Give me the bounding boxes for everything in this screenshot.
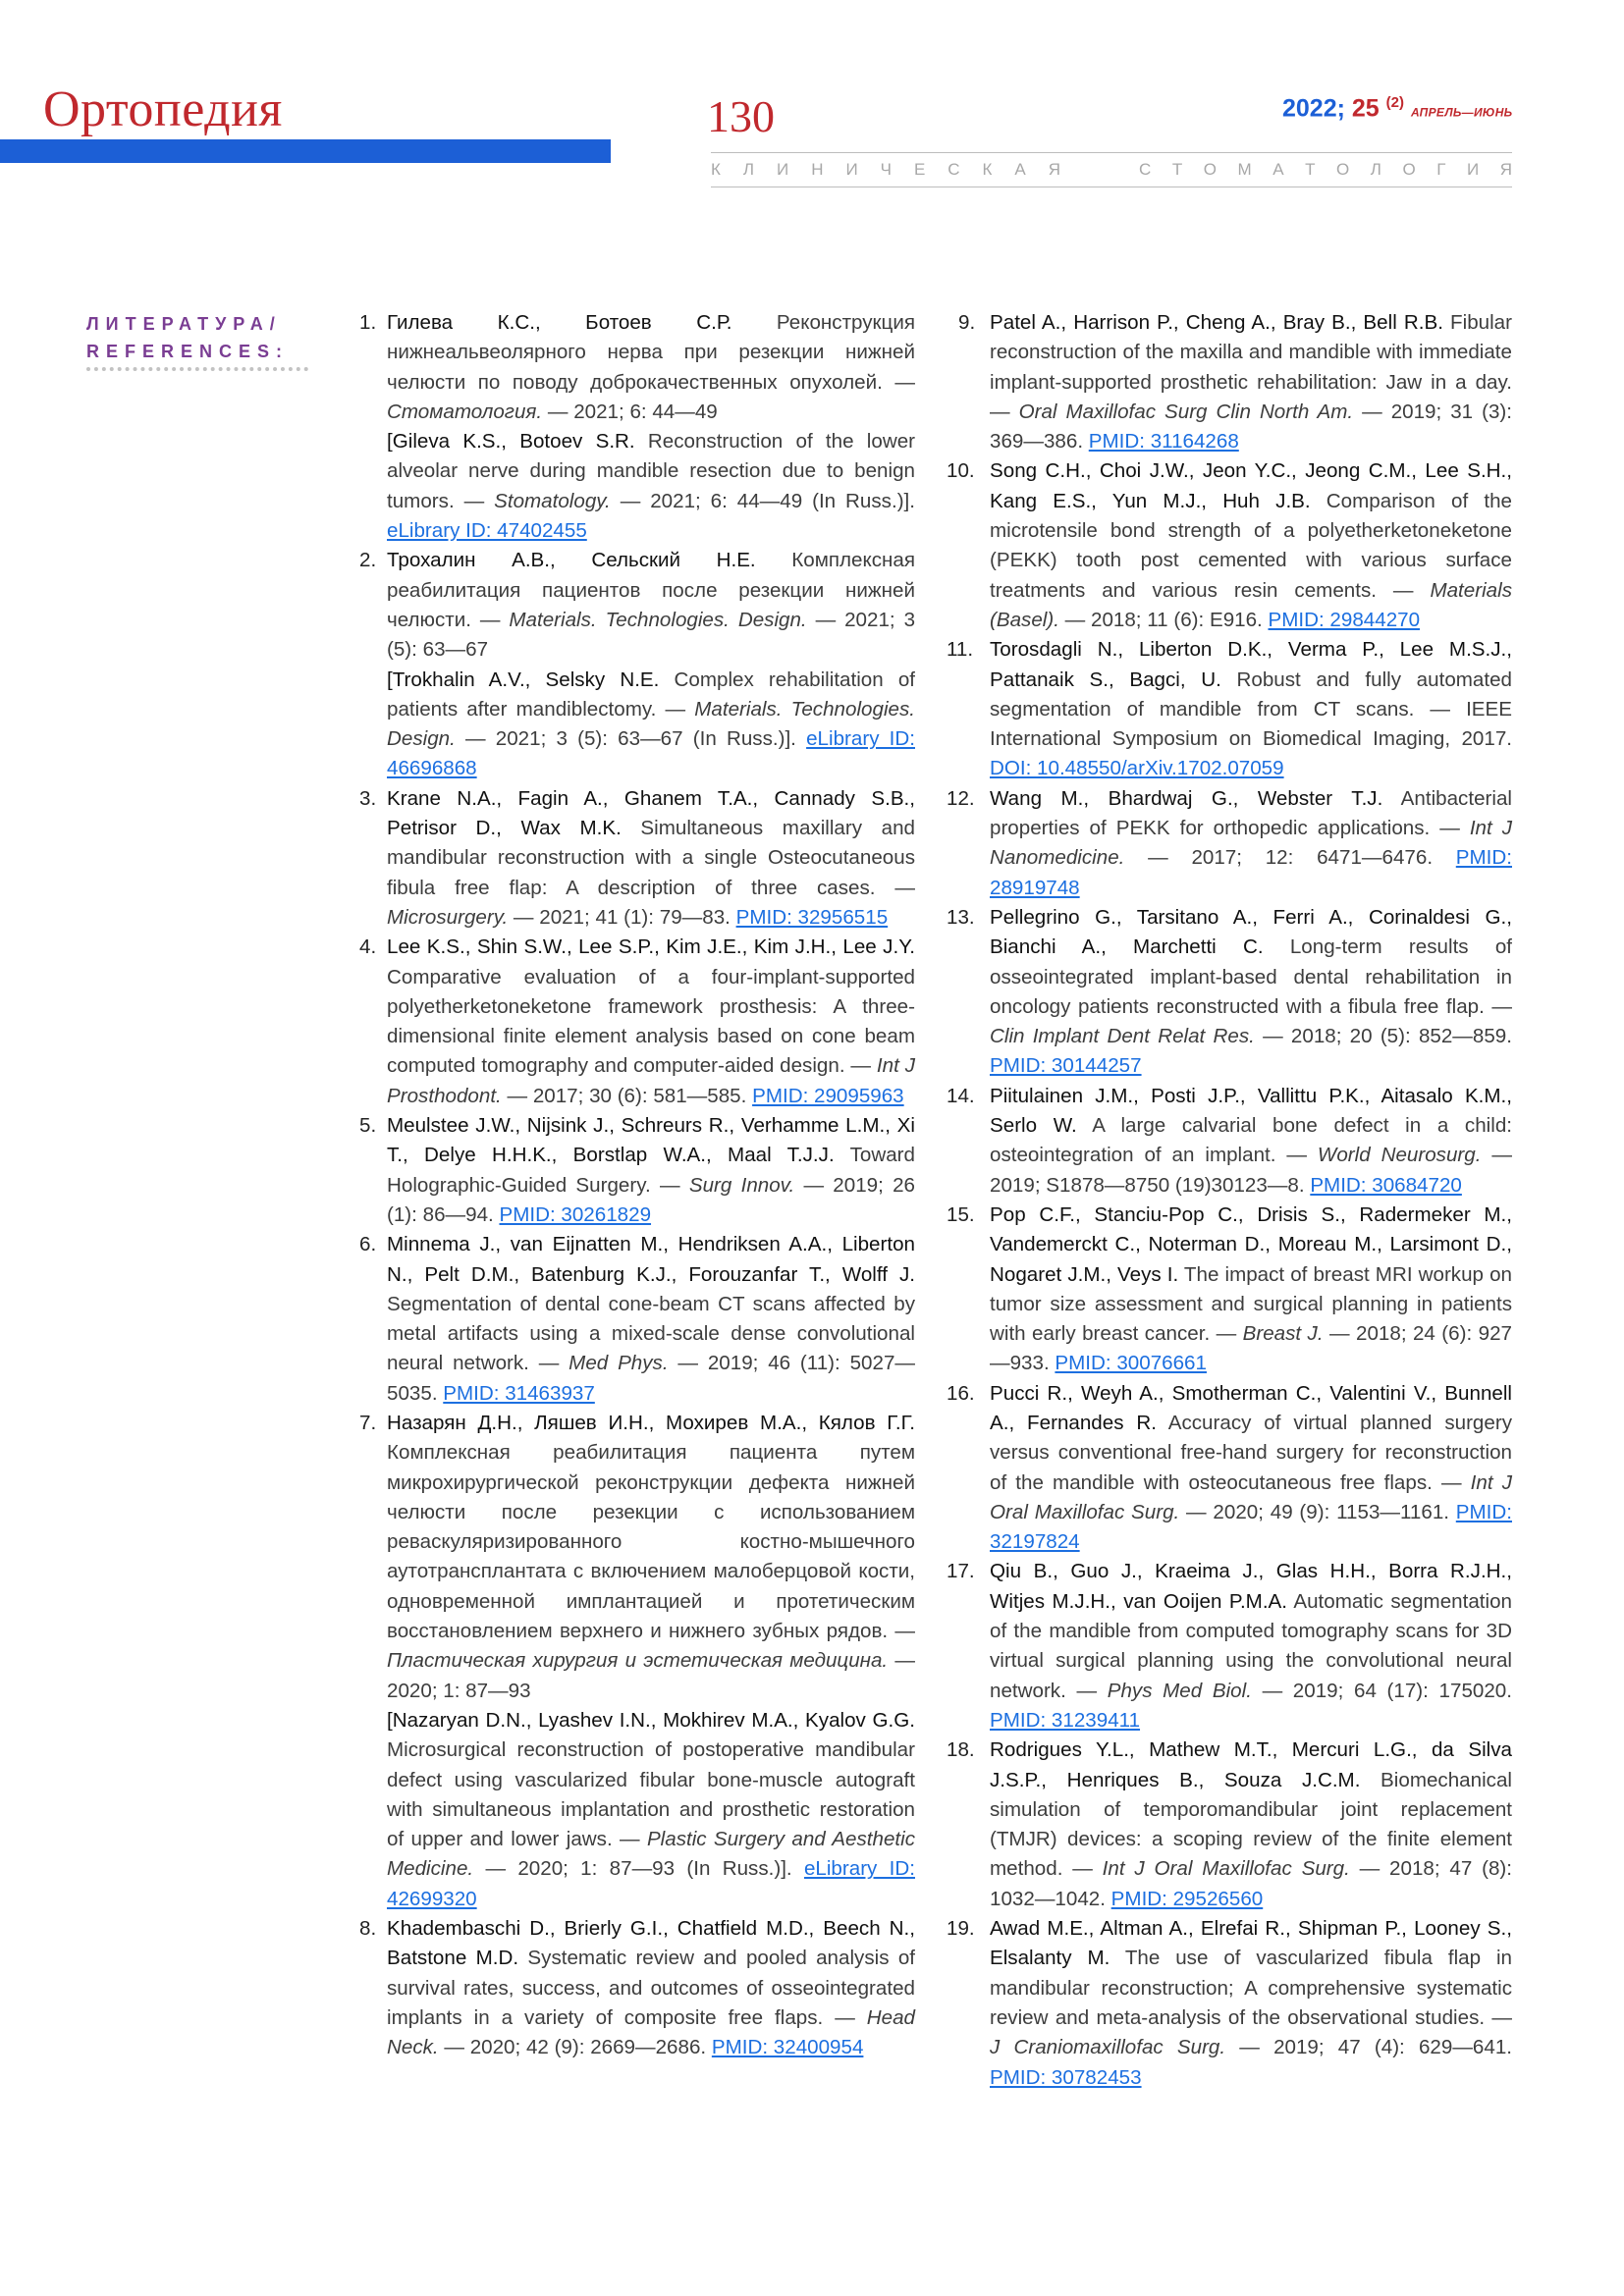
reference-source: Clin Implant Dent Relat Res. xyxy=(990,1025,1255,1048)
reference-details: — 2019; S1878—8750 (19)30123—8. xyxy=(990,1144,1512,1197)
reference-authors: Awad M.E., Altman A., Elrefai R., Shipman P., Looney S., Elsalanty M. xyxy=(990,1917,1512,1970)
reference-number: 3. xyxy=(359,786,377,810)
reference-link[interactable]: eLibrary ID: 46696868 xyxy=(387,727,915,780)
reference-authors: Piitulainen J.M., Posti J.P., Vallittu P.K., Aitasalo K.M., Serlo W. xyxy=(990,1084,1512,1138)
reference-source: Surg Innov. xyxy=(688,1173,795,1197)
reference-number: 2. xyxy=(359,549,377,572)
reference-source: Breast J. xyxy=(1242,1322,1324,1346)
reference-details: — 2017; 12: 6471—6476. xyxy=(1124,846,1456,870)
reference-link[interactable]: PMID: 30261829 xyxy=(499,1202,652,1226)
reference-item xyxy=(947,1914,1512,2093)
reference-link[interactable]: PMID: 31463937 xyxy=(443,1381,595,1405)
reference-item xyxy=(359,933,915,1111)
reference-text xyxy=(387,935,915,1106)
section-title: Ортопедия xyxy=(43,81,283,137)
reference-source: Stomatology. xyxy=(494,489,611,512)
reference-source: J Craniomaxillofac Surg. xyxy=(990,2036,1226,2059)
reference-authors: Torosdagli N., Liberton D.K., Verma P., Lee M.S.J., Pattanaik S., Bagci, U. xyxy=(990,638,1512,691)
reference-translation xyxy=(387,427,915,546)
reference-number: 12. xyxy=(947,786,975,810)
reference-details: — 2017; 30 (6): 581—585. xyxy=(501,1084,753,1107)
reference-link[interactable]: PMID: 31239411 xyxy=(990,1708,1141,1732)
reference-number: 7. xyxy=(359,1411,377,1434)
reference-title: Fibular reconstruction of the maxilla and mandible with immediate implant-supported prosthetic rehabilitation: Jaw in a day. — xyxy=(990,311,1512,423)
reference-text xyxy=(990,1203,1512,1374)
reference-authors: Meulstee J.W., Nijsink J., Schreurs R., Verhamme L.M., Xi T., Delye H.H.K., Borstlap W.A., Maal T.J.J. xyxy=(387,1114,915,1167)
reference-authors: [Trokhalin A.V., Selsky N.E. xyxy=(387,667,660,691)
reference-authors: Назарян Д.Н., Ляшев И.Н., Мохирев М.А., Кялов Г.Г. xyxy=(387,1411,915,1434)
reference-title: Complex rehabilitation of patients after mandiblectomy. — xyxy=(387,667,916,721)
issue-year: 2022; xyxy=(1282,94,1345,123)
issue-months: АПРЕЛЬ—ИЮНЬ xyxy=(1410,105,1513,120)
reference-details: — 2020; 42 (9): 2669—2686. xyxy=(438,2036,712,2059)
reference-details: — 2020; 1: 87—93 xyxy=(387,1649,915,1702)
reference-link[interactable]: PMID: 30782453 xyxy=(990,2065,1142,2089)
reference-authors: Krane N.A., Fagin A., Ghanem T.A., Cannady S.B., Petrisor D., Wax M.K. xyxy=(387,786,915,840)
journal-name-part2: С Т О М А Т О Л О Г И Я xyxy=(1139,160,1512,179)
reference-item xyxy=(947,903,1512,1082)
reference-item xyxy=(947,1557,1512,1735)
reference-title: Long-term results of osseointegrated implant-based dental rehabilitation in oncology patients reconstructed with a fibula free flap. — xyxy=(990,935,1512,1018)
reference-list-right xyxy=(947,308,1513,2093)
reference-details: — 2019; 64 (17): 175020. xyxy=(1251,1679,1512,1702)
reference-title: Реконструкция нижнеальвеолярного нерва при резекции нижней челюсти по поводу доброкачественных опухолей. — xyxy=(387,311,915,394)
reference-title: Комплексная реабилитация пациентов после резекции нижней челюсти. — xyxy=(387,549,915,631)
reference-details: — 2019; 31 (3): 369—386. xyxy=(990,400,1512,454)
reference-link[interactable]: PMID: 29844270 xyxy=(1268,608,1421,631)
reference-link[interactable]: PMID: 28919748 xyxy=(990,846,1512,899)
reference-details: — 2021; 6: 44—49 xyxy=(542,400,718,423)
reference-text xyxy=(990,1917,1512,2088)
reference-source: Стоматология. xyxy=(387,400,543,423)
reference-item xyxy=(359,1914,915,2062)
reference-link[interactable]: PMID: 29095963 xyxy=(752,1084,904,1107)
reference-authors: Pellegrino G., Tarsitano A., Ferri A., Corinaldesi G., Bianchi A., Marchetti C. xyxy=(990,905,1512,959)
reference-text xyxy=(387,311,915,423)
reference-text xyxy=(990,1382,1512,1553)
reference-title: Robust and fully automated segmentation of mandible from CT scans. — IEEE International Symposium on Biomedical Imaging, 2017. xyxy=(990,667,1513,751)
reference-title: Toward Holographic-Guided Surgery. — xyxy=(387,1144,915,1197)
reference-source: Materials. Technologies. Design. xyxy=(509,608,807,631)
reference-item xyxy=(952,308,1512,456)
reference-authors: Song C.H., Choi J.W., Jeon Y.C., Jeong C.M., Lee S.H., Kang E.S., Yun M.J., Huh J.B. xyxy=(990,459,1512,512)
reference-authors: Rodrigues Y.L., Mathew M.T., Mercuri L.G., da Silva J.S.P., Henriques B., Souza J.C.M. xyxy=(990,1738,1512,1791)
reference-source: Int J Oral Maxillofac Surg. xyxy=(990,1470,1512,1523)
reference-item xyxy=(947,1082,1512,1201)
reference-source: Materials (Basel). xyxy=(990,578,1512,631)
reference-details: — 2020; 49 (9): 1153—1161. xyxy=(1179,1500,1456,1523)
reference-authors: [Nazaryan D.N., Lyashev I.N., Mokhirev M.A., Kyalov G.G. xyxy=(387,1708,915,1732)
reference-link[interactable]: PMID: 30076661 xyxy=(1055,1352,1207,1375)
reference-authors: Qiu B., Guo J., Kraeima J., Glas H.H., Borra R.J.H., Witjes M.J.H., van Ooijen P.M.A. xyxy=(990,1560,1512,1613)
reference-title: Simultaneous maxillary and mandibular reconstruction with a single Osteocutaneous fibula free flap: A description of three cases. — xyxy=(387,817,915,899)
reference-title: Antibacterial properties of PEKK for orthopedic applications. — xyxy=(990,786,1512,840)
reference-authors: Khadembaschi D., Brierly G.I., Chatfield M.D., Beech N., Batstone M.D. xyxy=(387,1917,915,1970)
reference-number: 1. xyxy=(359,311,377,334)
reference-details: — 2020; 1: 87—93 (In Russ.)]. xyxy=(473,1857,804,1881)
reference-number: 18. xyxy=(947,1738,975,1762)
reference-title: Automatic segmentation of the mandible from computed tomography scans for 3D virtual surgical planning using the convolutional neural network. — xyxy=(990,1589,1512,1702)
header-rule-top xyxy=(711,152,1512,153)
references-column-left xyxy=(359,308,915,2063)
reference-details: — 2018; 47 (8): 1032—1042. xyxy=(990,1857,1513,1910)
reference-link[interactable]: PMID: 31164268 xyxy=(1088,430,1239,454)
reference-title: Comparative evaluation of a four-implant-supported polyetherketoneketone framework prosthesis: A three-dimensional finite element analysis based on cone beam computed tomography and computer-aided design. — xyxy=(387,965,915,1078)
reference-link[interactable]: PMID: 30144257 xyxy=(990,1054,1142,1078)
reference-authors: Minnema J., van Eijnatten M., Hendriksen A.A., Liberton N., Pelt D.M., Batenburg K.J., Forouzanfar T., Wolff J. xyxy=(387,1233,915,1286)
reference-title: Segmentation of dental cone-beam CT scans affected by metal artifacts using a mixed-scale dense convolutional neural network. — xyxy=(387,1292,915,1375)
reference-source: World Neurosurg. xyxy=(1317,1144,1482,1167)
reference-details: — 2018; 24 (6): 927—933. xyxy=(990,1322,1512,1375)
reference-title: Systematic review and pooled analysis of survival rates, success, and outcomes of osseointegrated implants in a variety of composite free flaps. — xyxy=(387,1947,916,2029)
reference-item xyxy=(947,635,1513,783)
reference-text xyxy=(387,549,915,661)
reference-number: 5. xyxy=(359,1114,377,1138)
reference-link[interactable]: PMID: 32197824 xyxy=(990,1500,1512,1554)
references-heading-dots xyxy=(86,367,308,375)
reference-source: Plastic Surgery and Aesthetic Medicine. xyxy=(387,1828,916,1881)
reference-text xyxy=(990,1560,1512,1731)
reference-number: 6. xyxy=(359,1233,377,1256)
reference-source: Microsurgery. xyxy=(387,905,509,929)
reference-source: Med Phys. xyxy=(568,1352,669,1375)
reference-number: 11. xyxy=(947,638,974,662)
reference-title: Comparison of the microtensile bond strength of a polyetherketoneketone (PEKK) tooth post cemented with various surface treatments and various resin cements. — xyxy=(990,489,1512,602)
reference-text xyxy=(990,638,1512,779)
reference-source: Int J Nanomedicine. xyxy=(990,817,1512,870)
reference-title: The use of vascularized fibula flap in mandibular reconstruction; A comprehensive systematic review and meta-analysis of the observational studies. — xyxy=(990,1947,1512,2029)
references-heading-en: REFERENCES: xyxy=(86,342,290,361)
journal-name xyxy=(711,160,1512,180)
reference-source: Int J Oral Maxillofac Surg. xyxy=(1102,1857,1350,1881)
reference-source: Oral Maxillofac Surg Clin North Am. xyxy=(1018,400,1354,423)
reference-authors: Wang M., Bhardwaj G., Webster T.J. xyxy=(990,786,1383,810)
reference-link[interactable]: PMID: 29526560 xyxy=(1110,1887,1264,1910)
reference-details: — 2019; 47 (4): 629—641. xyxy=(1225,2036,1512,2059)
reference-number: 8. xyxy=(359,1917,377,1941)
reference-number: 4. xyxy=(359,935,377,959)
reference-details: — 2021; 6: 44—49 (In Russ.)]. xyxy=(610,489,916,512)
reference-link[interactable]: eLibrary ID: 42699320 xyxy=(387,1857,915,1910)
reference-title: A large calvarial bone defect in a child: osteointegration of an implant. — xyxy=(990,1114,1512,1167)
reference-item xyxy=(947,1379,1512,1558)
reference-title: The impact of breast MRI workup on tumor size assessment and surgical planning in patients with early breast cancer. — xyxy=(990,1262,1512,1346)
reference-authors: Pucci R., Weyh A., Smotherman C., Valentini V., Bunnell A., Fernandes R. xyxy=(990,1381,1512,1434)
reference-item xyxy=(947,1201,1512,1379)
reference-text xyxy=(990,311,1512,453)
reference-source: Пластическая хирургия и эстетическая медицина. xyxy=(387,1649,889,1673)
reference-number: 9. xyxy=(958,311,976,334)
reference-item xyxy=(359,1230,915,1409)
reference-text xyxy=(387,1114,915,1226)
reference-authors: [Gileva K.S., Botoev S.R. xyxy=(387,430,635,454)
page-number: 130 xyxy=(707,91,775,141)
reference-translation xyxy=(387,666,915,784)
reference-details: — 2019; 26 (1): 86—94. xyxy=(387,1173,916,1226)
reference-text xyxy=(387,787,915,929)
reference-text xyxy=(387,1412,915,1702)
reference-number: 10. xyxy=(947,459,975,483)
reference-title: Microsurgical reconstruction of postoperative mandibular defect using vascularized fibular bone-muscle autograft with simultaneous implantation and prosthetic restoration of upper and lower jaws. — xyxy=(387,1738,915,1851)
reference-title: Accuracy of virtual planned surgery versus conventional free-hand surgery for reconstruction of the mandible with osteocutaneous free flaps. — xyxy=(990,1411,1512,1494)
reference-title: Biomechanical simulation of temporomandibular joint replacement (TMJR) devices: a scoping review of the finite element method. — xyxy=(990,1768,1512,1881)
reference-title: Комплексная реабилитация пациента путем микрохирургической реконструкции дефекта нижней челюсти после резекции с использованием реваскуляризированного костно-мышечного аутотрансплантата с включением малоберцовой кости, одновременной имплантацией и протетическим восстановлением верхнего и нижнего зубных рядов. — xyxy=(387,1441,915,1643)
reference-details: — 2021; 3 (5): 63—67 xyxy=(387,608,916,662)
reference-number: 15. xyxy=(947,1202,975,1226)
issue-info xyxy=(1282,94,1512,123)
journal-name-part1: К Л И Н И Ч Е С К А Я xyxy=(711,160,1060,179)
reference-details: — 2018; 20 (5): 852—859. xyxy=(1254,1025,1512,1048)
reference-text xyxy=(990,787,1512,899)
reference-number: 13. xyxy=(947,905,975,929)
reference-link[interactable]: DOI: 10.48550/arXiv.1702.07059 xyxy=(990,757,1284,780)
reference-details: — 2018; 11 (6): E916. xyxy=(1058,608,1269,631)
reference-link[interactable]: PMID: 32400954 xyxy=(711,2036,864,2059)
reference-number: 17. xyxy=(947,1560,975,1583)
issue-volume: 25 xyxy=(1351,94,1380,123)
reference-item xyxy=(359,1409,915,1914)
reference-list-left xyxy=(359,308,915,2063)
reference-item xyxy=(359,308,915,546)
issue-number: (2) xyxy=(1385,94,1405,111)
reference-source: Int J Prosthodont. xyxy=(387,1054,915,1107)
reference-text xyxy=(990,1085,1512,1197)
reference-source: Phys Med Biol. xyxy=(1107,1679,1252,1702)
reference-text xyxy=(387,1233,915,1404)
reference-authors: Pop C.F., Stanciu-Pop C., Drisis S., Radermeker M., Vandemerckt C., Noterman D., Moreau M., Larsimont D., Nogaret J.M., Veys I. xyxy=(990,1202,1512,1286)
reference-item xyxy=(947,784,1512,903)
reference-authors: Трохалин А.В., Сельский Н.Е. xyxy=(387,549,756,572)
reference-text xyxy=(990,1738,1512,1909)
reference-item xyxy=(359,784,915,933)
reference-number: 16. xyxy=(947,1381,975,1405)
reference-item xyxy=(947,456,1512,635)
reference-number: 19. xyxy=(947,1917,975,1941)
reference-link[interactable]: eLibrary ID: 47402455 xyxy=(387,519,587,543)
reference-item xyxy=(359,546,915,783)
reference-text xyxy=(990,906,1512,1077)
reference-item xyxy=(359,1111,915,1230)
reference-details: — 2021; 3 (5): 63—67 (In Russ.)]. xyxy=(455,727,807,751)
reference-authors: Patel A., Harrison P., Cheng A., Bray B., Bell R.B. xyxy=(990,311,1443,334)
section-color-bar xyxy=(0,139,611,163)
reference-number: 14. xyxy=(947,1084,975,1107)
reference-translation xyxy=(387,1706,915,1914)
reference-text xyxy=(990,459,1512,630)
references-heading-ru: ЛИТЕРАТУРА/ xyxy=(86,314,282,334)
reference-source: Head Neck. xyxy=(387,2005,915,2059)
reference-item xyxy=(947,1735,1513,1914)
references-column-right xyxy=(947,308,1513,2093)
reference-details: — 2019; 46 (11): 5027—5035. xyxy=(387,1352,915,1405)
reference-link[interactable]: PMID: 30684720 xyxy=(1310,1173,1462,1197)
reference-details: — 2021; 41 (1): 79—83. xyxy=(508,905,736,929)
reference-authors: Lee K.S., Shin S.W., Lee S.P., Kim J.E., Kim J.H., Lee J.Y. xyxy=(387,935,915,959)
references-heading xyxy=(86,310,312,365)
reference-link[interactable]: PMID: 32956515 xyxy=(735,905,889,929)
reference-text xyxy=(387,1917,915,2058)
reference-source: Materials. Technologies. Design. xyxy=(387,697,915,751)
reference-title: Reconstruction of the lower alveolar nerve during mandible resection due to benign tumors. — xyxy=(387,430,915,512)
reference-authors: Гилева К.С., Ботоев С.Р. xyxy=(387,311,732,334)
